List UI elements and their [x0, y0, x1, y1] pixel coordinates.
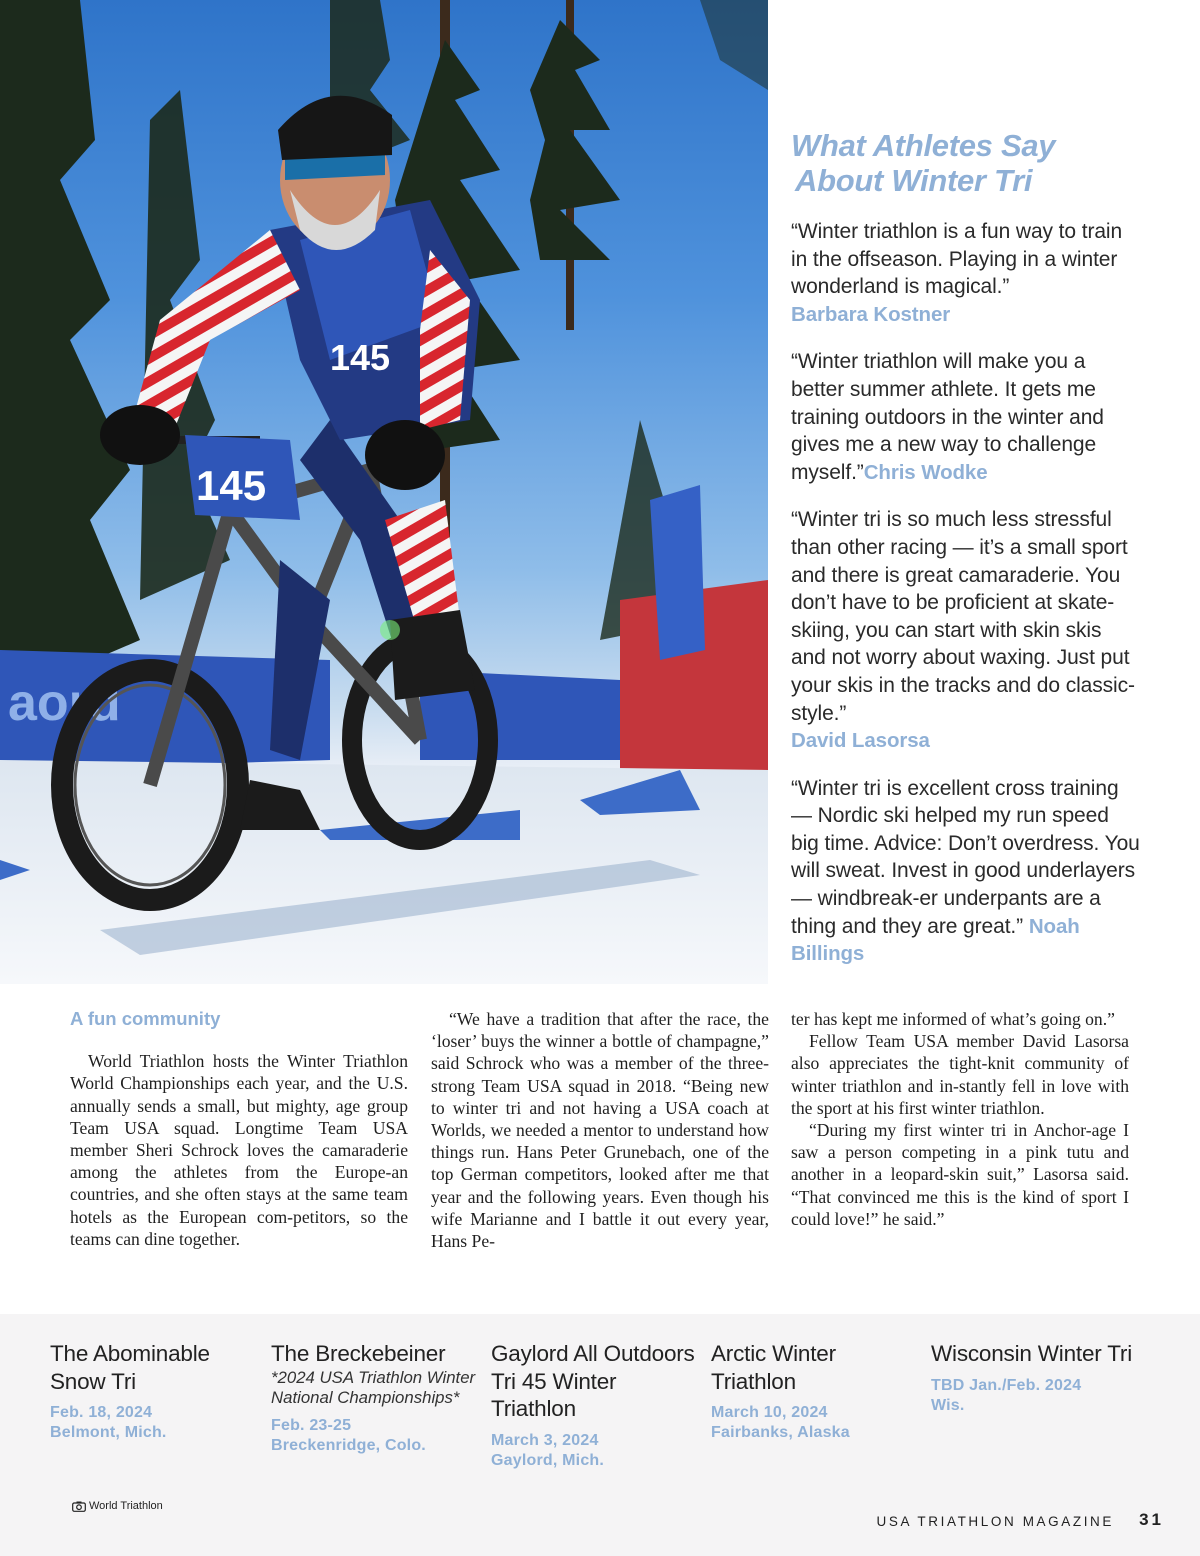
- article-paragraph: ter has kept me informed of what’s going on.”: [791, 1009, 1115, 1029]
- quote-author: Noah Billings: [791, 914, 1080, 966]
- event-name: Wisconsin Winter Tri: [931, 1341, 1133, 1366]
- article-column-1: [70, 1008, 408, 1250]
- camera-icon: [72, 1501, 86, 1512]
- quote-wodke: [791, 348, 1141, 486]
- event-breckebeiner: [271, 1340, 476, 1456]
- events-band: [0, 1314, 1200, 1556]
- event-name: Gaylord All Outdoors Tri 45 Winter Triathlon: [491, 1341, 695, 1421]
- event-date: TBD Jan./Feb. 2024: [931, 1376, 1082, 1394]
- event-abominable-snow-tri: [50, 1340, 255, 1443]
- event-note: *2024 USA Triathlon Winter National Championships*: [271, 1367, 476, 1407]
- magazine-name: USA TRIATHLON MAGAZINE: [876, 1514, 1114, 1529]
- event-location: Fairbanks, Alaska: [711, 1424, 850, 1441]
- event-wisconsin-winter: [931, 1340, 1136, 1416]
- quote-author: Barbara Kostner: [791, 302, 951, 326]
- quote-kostner: [791, 218, 1141, 328]
- article-column-2: [431, 1008, 769, 1252]
- event-name: The Abominable Snow Tri: [50, 1341, 210, 1394]
- page-number: 31: [1139, 1510, 1164, 1529]
- article-paragraph: World Triathlon hosts the Winter Triathlon World Championships each year, and the U.S. annually sends a small, but mighty, age group Team USA squad. Longtime Team USA member Sheri Schrock loves the camaraderie among the athletes from the Europe-an countries, and she often stays at the same team hotels as the European com-petitors, so the teams can dine together.: [70, 1051, 408, 1249]
- event-date: Feb. 18, 2024: [50, 1404, 153, 1421]
- event-arctic-winter: [711, 1340, 916, 1443]
- event-date: March 10, 2024: [711, 1404, 828, 1421]
- sidebar-title-line1: What Athletes Say: [791, 128, 1056, 163]
- quote-author: David Lasorsa: [791, 729, 930, 753]
- article-paragraph: “We have a tradition that after the race, the ‘loser’ buys the winner a bottle of champagne,” said Schrock who was a member of the three-strong Team USA squad in 2018. “Being new to winter tri and not having a USA coach at Worlds, we needed a mentor to understand how things run. Hans Peter Grunebach, one of the top German competitors, looked after me that year and the following years. Even though his wife Marianne and I battle it out every year, Hans Pe-: [431, 1009, 769, 1252]
- photo-credit: [72, 1500, 163, 1512]
- article-paragraph: “During my first winter tri in Anchor-age I saw a person competing in a pink tutu and another in a leopard-skin suit,” Lasorsa said. “That convinced me this is the kind of sport I could love!” he said.”: [791, 1120, 1129, 1229]
- event-gaylord: [491, 1340, 696, 1471]
- quote-text: “Winter triathlon will make you a better summer athlete. It gets me training outdoors in the winter and gives me a new way to challenge myself.”: [791, 350, 1104, 484]
- event-date: March 3, 2024: [491, 1431, 599, 1449]
- event-location: Gaylord, Mich.: [491, 1451, 605, 1469]
- bib-number: 145: [196, 462, 267, 509]
- quote-text: “Winter tri is so much less stressful than other racing — it’s a small sport and there is great camaraderie. You don’t have to be proficient at skate-skiing, you can start with skin skis and not worry about waxing. Just put your skis in the tracks and do classic-style.”: [791, 508, 1135, 725]
- quote-text: “Winter triathlon is a fun way to train in the offseason. Playing in a winter wonderland is magical.”: [791, 220, 1123, 299]
- photo-credit-text: World Triathlon: [89, 1500, 163, 1512]
- hero-photo: [0, 0, 768, 984]
- article-subhead: A fun community: [70, 1008, 221, 1029]
- bib-plate: [185, 435, 300, 520]
- quote-text: “Winter tri is excellent cross training — Nordic ski helped my run speed big time. Advice: Don’t overdress. You will sweat. Invest in good underlayers — windbreak-er underpants are a thing and they are great.”: [791, 776, 1140, 938]
- sidebar-title-line2: About Winter Tri: [795, 163, 1033, 198]
- athlete-quotes-sidebar: [791, 128, 1141, 988]
- cyclist-illustration: [0, 0, 768, 984]
- quote-lasorsa: [791, 506, 1141, 754]
- event-date: Feb. 23-25: [271, 1416, 352, 1434]
- event-location: Breckenridge, Colo.: [271, 1436, 426, 1454]
- article-paragraph: Fellow Team USA member David Lasorsa also appreciates the tight-knit community of winter triathlon and in-stantly fell in love with the sport at his first winter triathlon.: [791, 1031, 1129, 1118]
- quote-author: Chris Wodke: [863, 460, 988, 484]
- banner-text: aord: [8, 674, 121, 732]
- event-name: The Breckebeiner: [271, 1341, 446, 1366]
- event-location: Wis.: [931, 1396, 965, 1414]
- svg-text:145: 145: [330, 337, 391, 378]
- sidebar-title: [791, 128, 1141, 198]
- article-column-3: [791, 1008, 1129, 1230]
- event-name: Arctic Winter Triathlon: [711, 1341, 836, 1394]
- quote-billings: [791, 775, 1141, 968]
- event-location: Belmont, Mich.: [50, 1424, 167, 1441]
